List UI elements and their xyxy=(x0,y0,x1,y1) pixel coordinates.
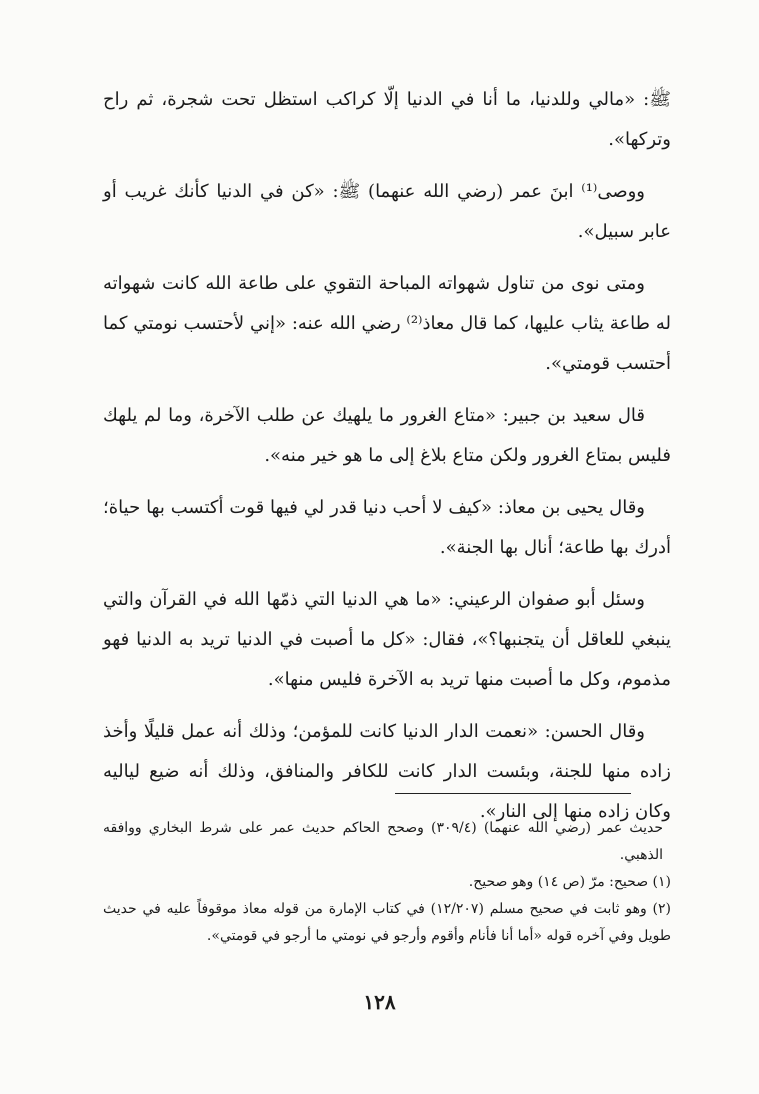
footnote-divider xyxy=(395,793,631,794)
paragraph-6: وسئل أبو صفوان الرعيني: «ما هي الدنيا التي ذمّها الله في القرآن والتي ينبغي للعاقل أن يتجنبها؟»، فقال: «كل ما أصبت في الدنيا تريد به الدنيا فهو مذموم، وكل ما أصبت منها تريد به الآخرة فليس منها». xyxy=(103,589,671,690)
main-text xyxy=(103,80,671,844)
paragraph-1: ﷺ: «مالي وللدنيا، ما أنا في الدنيا إلّا كراكب استظل تحت شجرة، ثم راح وتركها». xyxy=(103,89,671,150)
page-number: ١٢٨ xyxy=(363,990,396,1014)
footnote-1: (١) صحيح: مرّ (ص ١٤) وهو صحيح. xyxy=(468,874,671,890)
paragraph-2: ووصى⁽¹⁾ ابنَ عمر (رضي الله عنهما) ﷺ: «كن في الدنيا كأنك غريب أو عابر سبيل». xyxy=(103,181,671,242)
footnote-continued: حديث عمر (رضي الله عنهما) (٣٠٩/٤) وصحح الحاكم حديث عمر على شرط البخاري ووافقه الذهبي. xyxy=(103,820,663,863)
footnote-2: (٢) وهو ثابت في صحيح مسلم (١٢/٢٠٧) في كتاب الإمارة من قوله معاذ موقوفاً عليه في حديث طويل وفي آخره قوله «أما أنا فأنام وأقوم وأرجو في نومتي ما أرجو في قومتي». xyxy=(103,901,672,944)
paragraph-3: ومتى نوى من تناول شهواته المباحة التقوي على طاعة الله كانت شهواته له طاعة يثاب عليها، كما قال معاذ⁽²⁾ رضي الله عنه: «إني لأحتسب نومتي كما أحتسب قومتي». xyxy=(103,273,671,374)
paragraph-5: وقال يحيى بن معاذ: «كيف لا أحب دنيا قدر لي فيها قوت أكتسب بها حياة؛ أدرك بها طاعة؛ أنال بها الجنة». xyxy=(103,497,671,558)
paragraph-7: وقال الحسن: «نعمت الدار الدنيا كانت للمؤمن؛ وذلك أنه عمل قليلًا وأخذ زاده منها للجنة، وبئست الدار كانت للكافر والمنافق، وذلك أنه ضيع لياليه وكان زاده منها إلى النار». xyxy=(103,721,672,822)
paragraph-4: قال سعيد بن جبير: «متاع الغرور ما يلهيك عن طلب الآخرة، وما لم يلهك فليس بمتاع الغرور ولكن متاع بلاغ إلى ما هو خير منه». xyxy=(103,405,671,466)
footnotes xyxy=(103,815,671,950)
